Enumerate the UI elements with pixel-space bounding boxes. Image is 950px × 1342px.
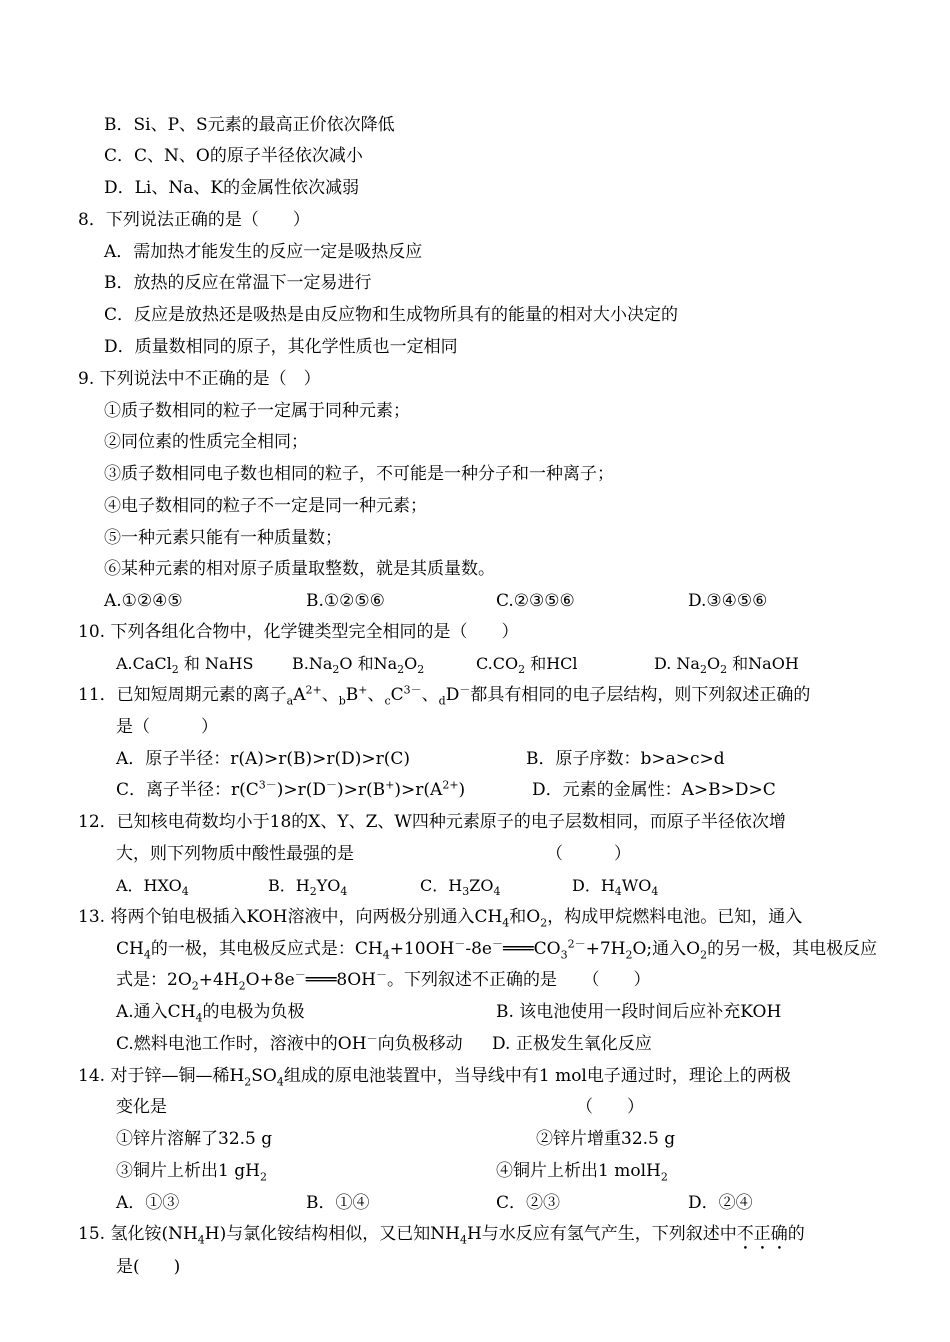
q9-option-a: A.①②④⑤	[104, 591, 183, 611]
q14-option-b: B．①④	[306, 1193, 370, 1213]
q14-statement-4: ④铜片上析出1 molH$_2$	[496, 1161, 668, 1184]
q9-option-d: D.③④⑤⑥	[688, 591, 768, 611]
q15-emphasis: 不正确	[736, 1224, 788, 1244]
q9-option-c: C.②③⑤⑥	[496, 591, 575, 611]
q12-options	[0, 875, 950, 897]
q10-stem: 10. 下列各组化合物中，化学键类型完全相同的是（ ）	[78, 622, 519, 642]
q14-options	[0, 1192, 950, 1214]
q7-option-c: C．C、N、O的原子半径依次减小	[104, 146, 363, 166]
q10-option-a: A.CaCl$_2$ 和 NaHS	[116, 654, 254, 677]
q9-statement-1: ①质子数相同的粒子一定属于同种元素；	[104, 401, 410, 421]
q8-option-c: C．反应是放热还是吸热是由反应物和生成物所具有的能量的相对大小决定的	[104, 305, 679, 325]
q14-stem-line2	[0, 1096, 950, 1118]
q13-options-row2	[0, 1033, 950, 1055]
q9-options	[0, 590, 950, 612]
q7-option-d: D．Li、Na、K的金属性依次减弱	[104, 178, 360, 198]
q11-option-b: B．原子序数：b>a>c>d	[526, 749, 725, 769]
q12-option-c: C．$H_3ZO_4$	[420, 876, 501, 899]
q13-stem-line2: $CH_4$的一极，其电极反应式是：$CH_4+10OH^--8e^-═══CO_3^{2-}+7H_2O$;通入$O_2$的另一极，其电极反应	[116, 937, 878, 962]
q10-option-b: $B.Na_2O$ 和$Na_2O_2$	[292, 654, 425, 677]
q14-statements-row1	[0, 1128, 950, 1150]
q11-option-a: A．原子半径：r(A)>r(B)>r(D)>r(C)	[116, 749, 410, 769]
q14-statement-1: ①锌片溶解了32.5 g	[116, 1129, 273, 1149]
q13-option-b: B. 该电池使用一段时间后应补充KOH	[496, 1002, 782, 1022]
q14-option-a: A．①③	[116, 1193, 180, 1213]
q8-option-d: D．质量数相同的原子，其化学性质也一定相同	[104, 337, 458, 357]
q12-option-d: D．$H_4WO_4$	[572, 876, 659, 899]
q8-option-a: A．需加热才能发生的反应一定是吸热反应	[104, 242, 423, 262]
q11-options-row1	[0, 748, 950, 770]
q11-stem-line1: 11．已知短周期元素的离子$_aA^{2+}$、$_b$B+、$_cC^{3-}$、$_d$D－都具有相同的电子层结构，则下列叙述正确的	[78, 683, 811, 708]
q9-statement-5: ⑤一种元素只能有一种质量数；	[104, 528, 342, 548]
q9-statement-6: ⑥某种元素的相对原子质量取整数，就是其质量数。	[104, 559, 495, 579]
q12-option-b: B．$H_2YO_4$	[268, 876, 348, 899]
q14-statement-3: ③铜片上析出1 $gH_2$	[116, 1161, 267, 1184]
q13-stem-line1: 13. 将两个铂电极插入KOH溶液中，向两极分别通入$CH_4$和$O_2$，构成甲烷燃料电池。已知，通入	[78, 907, 803, 930]
q14-stem-text: 变化是	[116, 1097, 167, 1117]
q14-statement-2: ②锌片增重32.5 g	[536, 1129, 676, 1149]
q14-answer-paren: （ ）	[576, 1097, 644, 1117]
q15-stem-line1: 15. 氢化铵$(NH_4H)$与氯化铵结构相似，又已知$NH_4H$与水反应有氢气产生，下列叙述中不正确的	[78, 1224, 805, 1247]
q10-options	[0, 653, 950, 675]
q8-stem: 8．下列说法正确的是（ ）	[78, 210, 310, 230]
q13-stem-line3: 式是：$2O_2+4H_2O+8e^-═══8OH^-$。下列叙述不正确的是 （ ）	[116, 968, 651, 993]
q7-option-b: B．Si、P、S元素的最高正价依次降低	[104, 115, 395, 135]
q11-stem-line2: 是（ ）	[116, 717, 218, 737]
q9-statement-2: ②同位素的性质完全相同；	[104, 432, 308, 452]
q12-stem-line2	[0, 843, 950, 865]
q12-stem-line1: 12．已知核电荷数均小于18的X、Y、Z、W四种元素原子的电子层数相同，而原子半径依次增	[78, 812, 786, 832]
q14-statements-row2	[0, 1160, 950, 1182]
q13-option-a: A.通入$CH_4$的电极为负极	[116, 1002, 305, 1025]
q13-option-c: C.燃料电池工作时，溶液中的OH－向负极移动	[116, 1032, 463, 1054]
q9-statement-3: ③质子数相同电子数也相同的粒子，不可能是一种分子和一种离子；	[104, 464, 614, 484]
q9-option-b: B.①②⑤⑥	[306, 591, 385, 611]
q12-stem-text: 大，则下列物质中酸性最强的是	[116, 844, 354, 864]
q14-option-c: C．②③	[496, 1193, 561, 1213]
q9-stem: 9. 下列说法中不正确的是（ ）	[78, 369, 321, 389]
q10-option-c: $C.CO_2$ 和HCl	[476, 654, 578, 677]
q14-stem-line1: 14. 对于锌—铜—稀$H_2SO_4$组成的原电池装置中，当导线中有1 mol电子通过时，理论上的两极	[78, 1066, 791, 1089]
q9-statement-4: ④电子数相同的粒子不一定是同一种元素；	[104, 496, 427, 516]
q12-answer-paren: （ ）	[546, 844, 631, 864]
q15-stem-line2: 是( )	[116, 1257, 181, 1277]
q13-options-row1	[0, 1001, 950, 1023]
q10-option-d: D. $Na_2O_2$ 和NaOH	[654, 654, 799, 677]
q11-options-row2	[0, 779, 950, 801]
q11-option-c: C．离子半径：$r(C^{3-})>r(D^-)>r(B^+)>r(A^{2+})$	[116, 778, 466, 800]
q8-option-b: B．放热的反应在常温下一定易进行	[104, 273, 372, 293]
q13-option-d: D. 正极发生氧化反应	[492, 1034, 652, 1054]
q12-option-a: A．$HXO_4$	[116, 876, 189, 899]
q14-option-d: D．②④	[688, 1193, 753, 1213]
q11-option-d: D．元素的金属性：A>B>D>C	[532, 780, 776, 800]
